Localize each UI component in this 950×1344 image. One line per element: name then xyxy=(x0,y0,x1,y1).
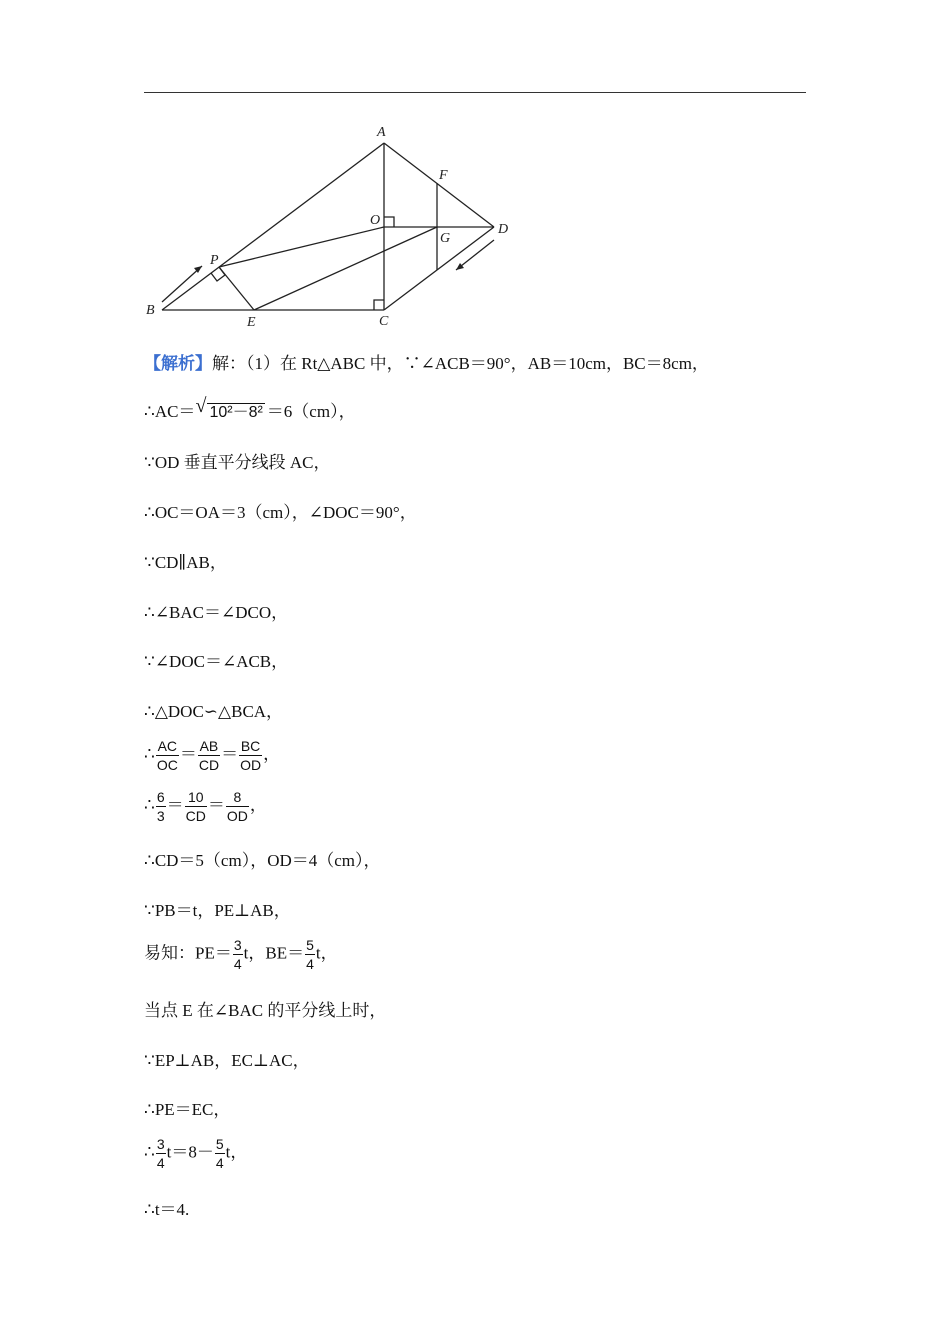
solution-line-12: ∵PB＝t，PE⊥AB， xyxy=(144,901,291,920)
solution-line-5: ∵CD∥AB， xyxy=(144,553,227,572)
right-angle-p xyxy=(211,267,225,281)
fraction: $\frac{10}{CD}$ xyxy=(185,789,206,824)
label-a: A xyxy=(377,125,386,140)
solution-line-8: ∴△DOC∽△BCA， xyxy=(144,702,284,721)
fraction: $\frac{5}{4}$ xyxy=(215,1136,224,1171)
fraction: $\frac{3}{4}$ xyxy=(156,1136,165,1171)
solution-line-13: 易知：PE＝ $\frac{3}{4}$ t，BE＝ $\frac{5}{4}$ t， xyxy=(144,937,338,972)
fraction: $\frac{3}{4}$ xyxy=(233,937,242,972)
geometry-figure xyxy=(140,118,540,333)
solution-line-6: ∴∠BAC＝∠DCO， xyxy=(144,603,289,622)
solution-line-4: ∴OC＝OA＝3（cm），∠DOC＝90°， xyxy=(144,503,417,522)
solution-line-18: ∴t＝4. xyxy=(144,1200,190,1219)
solution-line-3: ∵OD 垂直平分线段 AC， xyxy=(144,453,331,472)
solution-line-10: ∴ $\frac{6}{3}$ ＝ $\frac{10}{CD}$ ＝ $\frac{8}{OD}$ ， xyxy=(144,789,267,824)
sqrt-expression: √ 10²－8² xyxy=(195,395,263,421)
fraction: $\frac{AC}{OC}$ xyxy=(156,738,178,773)
fraction: $\frac{AB}{CD}$ xyxy=(198,738,220,773)
segment-cd xyxy=(384,227,494,310)
segment-ad xyxy=(384,143,494,227)
fraction: $\frac{6}{3}$ xyxy=(156,789,165,824)
label-e: E xyxy=(247,315,256,330)
solution-intro: 【解析】解：（1）在 Rt△ABC 中，∵∠ACB＝90°，AB＝10cm，BC＝8cm， xyxy=(144,354,709,373)
label-o: O xyxy=(370,213,381,228)
fraction: $\frac{8}{OD}$ xyxy=(226,789,248,824)
label-b: B xyxy=(146,303,155,318)
solution-line-16: ∴PE＝EC， xyxy=(144,1100,231,1119)
segment-po xyxy=(219,227,384,267)
solution-line-17: ∴ $\frac{3}{4}$ t＝8－ $\frac{5}{4}$ t， xyxy=(144,1136,248,1171)
solution-line-9: ∴ $\frac{AC}{OC}$ ＝ $\frac{AB}{CD}$ ＝ $\frac{BC}{OD}$ ， xyxy=(144,738,281,773)
label-c: C xyxy=(379,314,389,329)
header-rule xyxy=(144,92,806,93)
analysis-tag: 【解析】 xyxy=(144,354,212,373)
label-g: G xyxy=(440,231,451,246)
fraction: $\frac{BC}{OD}$ xyxy=(240,738,262,773)
right-angle-c xyxy=(374,300,384,310)
label-p: P xyxy=(210,253,219,268)
segment-eg xyxy=(254,227,437,310)
right-angle-o xyxy=(384,217,394,227)
fraction: $\frac{5}{4}$ xyxy=(306,937,314,972)
solution-line-14: 当点 E 在∠BAC 的平分线上时， xyxy=(144,1001,387,1020)
label-d: D xyxy=(498,222,509,237)
segment-ab xyxy=(162,143,384,310)
label-f: F xyxy=(439,168,448,183)
solution-line-2: ∴AC＝ √ 10²－8² ＝6（cm）， xyxy=(144,401,356,424)
solution-line-7: ∵∠DOC＝∠ACB， xyxy=(144,652,289,671)
solution-line-15: ∵EP⊥AB，EC⊥AC， xyxy=(144,1051,310,1070)
solution-line-11: ∴CD＝5（cm），OD＝4（cm）， xyxy=(144,851,381,870)
